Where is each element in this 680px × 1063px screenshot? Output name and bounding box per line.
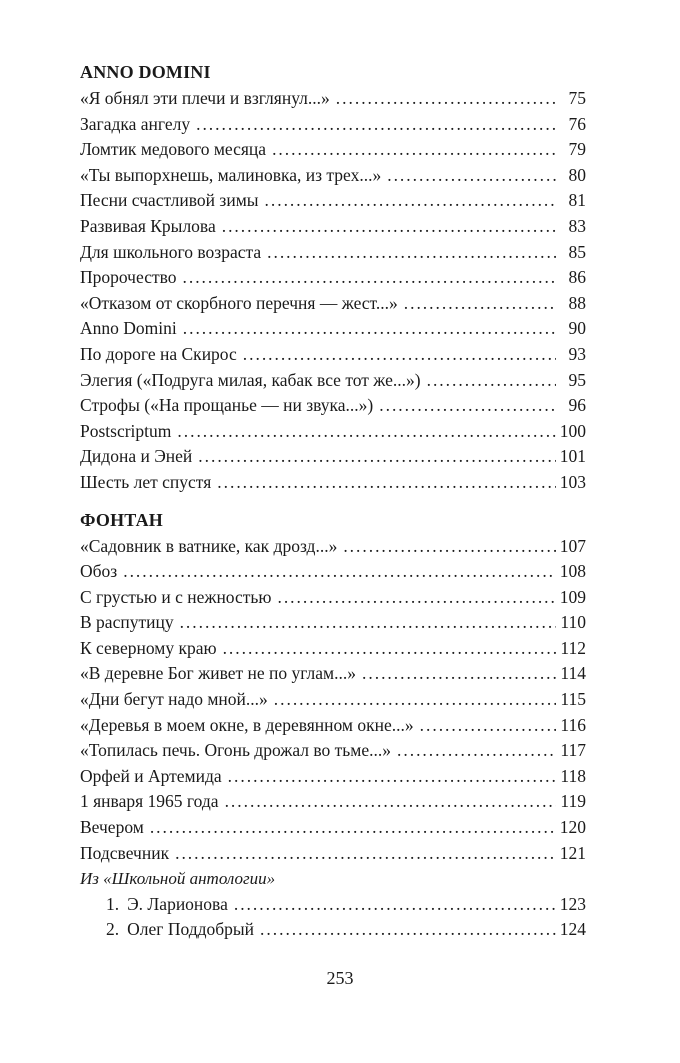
entry-page: 85: [568, 241, 586, 262]
leader-dots: [277, 585, 555, 611]
entry-page: 120: [559, 817, 586, 838]
entry-page: 96: [568, 395, 586, 416]
entry-title: Загадка ангелу: [80, 112, 196, 138]
leader-dots: [260, 917, 556, 943]
toc-entry: [80, 188, 586, 214]
entry-page: 124: [559, 919, 586, 940]
section-heading: ФОНТАН: [80, 509, 163, 530]
entry-title: С грустью и с нежностью: [80, 585, 277, 611]
entry-page: 101: [559, 446, 586, 467]
toc-entry: [80, 419, 586, 445]
toc-entry: [80, 368, 586, 394]
toc-entry: [80, 470, 586, 496]
toc-entry: [80, 393, 586, 419]
entry-page: 95: [568, 369, 586, 390]
entry-title: Дидона и Эней: [80, 444, 198, 470]
entry-page: 90: [568, 318, 586, 339]
entry-title: Шесть лет спустя: [80, 470, 217, 496]
entry-page: 83: [568, 215, 586, 236]
toc-entry: [80, 815, 586, 841]
leader-dots: [217, 470, 555, 496]
entry-title: Ломтик медового месяца: [80, 137, 272, 163]
toc-entry: [80, 534, 586, 560]
leader-dots: [225, 789, 556, 815]
toc-entry: [80, 789, 586, 815]
leader-dots: [362, 661, 556, 687]
entry-title: Элегия («Подруга милая, кабак все тот же...»): [80, 368, 427, 394]
entry-title: «В деревне Бог живет не по углам...»: [80, 661, 362, 687]
entry-page: 115: [560, 689, 586, 710]
entry-page: 112: [560, 637, 586, 658]
toc-entry: [80, 559, 586, 585]
subsection-entries: [80, 892, 586, 943]
entry-title: К северному краю: [80, 636, 223, 662]
entry-number: 2.: [106, 919, 120, 940]
leader-dots: [420, 713, 556, 739]
entry-page: 116: [560, 714, 586, 735]
leader-dots: [196, 112, 556, 138]
section-entries: [80, 534, 586, 867]
leader-dots: [274, 687, 556, 713]
entry-title: 1 января 1965 года: [80, 789, 225, 815]
leader-dots: [267, 240, 556, 266]
entry-title: Олег Поддобрый: [127, 917, 260, 943]
entry-title: Строфы («На прощанье — ни звука...»): [80, 393, 379, 419]
entry-title: В распутицу: [80, 610, 180, 636]
entry-page: 108: [559, 561, 586, 582]
leader-dots: [183, 265, 557, 291]
toc-entry: [80, 738, 586, 764]
toc-entry: [80, 316, 586, 342]
leader-dots: [343, 534, 555, 560]
entry-title: Орфей и Артемида: [80, 764, 228, 790]
entry-title: Postscriptum: [80, 419, 177, 445]
leader-dots: [404, 291, 556, 317]
entry-page: 80: [568, 164, 586, 185]
toc-entry: [80, 610, 586, 636]
toc-entry: [80, 892, 586, 918]
leader-dots: [387, 163, 556, 189]
leader-dots: [175, 841, 556, 867]
leader-dots: [272, 137, 556, 163]
entry-page: 117: [560, 740, 586, 761]
leader-dots: [397, 738, 556, 764]
entry-page: 75: [568, 88, 586, 108]
page-number: 253: [326, 968, 354, 988]
entry-title: «Топилась печь. Огонь дрожал во тьме...»: [80, 738, 397, 764]
entry-page: 110: [560, 612, 586, 633]
toc-entry: [80, 214, 586, 240]
toc-entry: [80, 444, 586, 470]
entry-page: 118: [560, 765, 586, 786]
entry-title: «Я обнял эти плечи и взглянул...»: [80, 86, 336, 112]
entry-number: 1.: [106, 893, 120, 914]
entry-title: Пророчество: [80, 265, 183, 291]
entry-title: Развивая Крылова: [80, 214, 222, 240]
toc-entry: [80, 112, 586, 138]
table-of-contents: [80, 60, 586, 943]
entry-title: По дороге на Скирос: [80, 342, 243, 368]
entry-title: Anno Domini: [80, 316, 183, 342]
toc-entry: [80, 342, 586, 368]
leader-dots: [336, 86, 556, 112]
leader-dots: [198, 444, 555, 470]
entry-title: Э. Ларионова: [127, 892, 234, 918]
section-heading: ANNO DOMINI: [80, 62, 211, 82]
leader-dots: [379, 393, 556, 419]
entry-title: Для школьного возраста: [80, 240, 267, 266]
toc-entry: [80, 713, 586, 739]
entry-title: «Дни бегут надо мной...»: [80, 687, 274, 713]
leader-dots: [150, 815, 556, 841]
leader-dots: [180, 610, 556, 636]
toc-entry: [80, 137, 586, 163]
leader-dots: [123, 559, 556, 585]
entry-page: 88: [568, 292, 586, 313]
entry-page: 76: [568, 113, 586, 134]
subsection-heading: Из «Школьной антологии»: [80, 869, 276, 889]
toc-entry: [80, 265, 586, 291]
entry-page: 93: [568, 343, 586, 364]
toc-entry: [80, 585, 586, 611]
toc-entry: [80, 86, 586, 112]
leader-dots: [243, 342, 556, 368]
entry-page: 86: [568, 267, 586, 288]
toc-entry: [80, 917, 586, 943]
entry-title: «Ты выпорхнешь, малиновка, из трех...»: [80, 163, 387, 189]
leader-dots: [183, 316, 556, 342]
entry-title: Вечером: [80, 815, 150, 841]
entry-page: 100: [559, 420, 586, 441]
entry-page: 121: [559, 842, 586, 863]
toc-entry: [80, 764, 586, 790]
entry-title: Подсвечник: [80, 841, 175, 867]
entry-page: 79: [568, 139, 586, 160]
toc-entry: [80, 841, 586, 867]
entry-page: 107: [559, 535, 586, 556]
toc-entry: [80, 636, 586, 662]
section-entries: [80, 86, 586, 496]
entry-title: «Садовник в ватнике, как дрозд...»: [80, 534, 343, 560]
toc-entry: [80, 687, 586, 713]
entry-page: 114: [560, 663, 586, 684]
entry-title: «Отказом от скорбного перечня — жест...»: [80, 291, 404, 317]
toc-entry: [80, 163, 586, 189]
leader-dots: [222, 214, 556, 240]
entry-page: 119: [560, 791, 586, 812]
toc-entry: [80, 240, 586, 266]
toc-entry: [80, 661, 586, 687]
entry-title: Обоз: [80, 559, 123, 585]
toc-entry: [80, 291, 586, 317]
entry-page: 109: [559, 586, 586, 607]
entry-title: «Деревья в моем окне, в деревянном окне...»: [80, 713, 420, 739]
entry-title: Песни счастливой зимы: [80, 188, 265, 214]
entry-page: 81: [568, 190, 586, 211]
leader-dots: [427, 368, 556, 394]
entry-page: 103: [559, 471, 586, 492]
leader-dots: [223, 636, 556, 662]
leader-dots: [228, 764, 556, 790]
leader-dots: [234, 892, 556, 918]
leader-dots: [265, 188, 556, 214]
leader-dots: [177, 419, 555, 445]
entry-page: 123: [559, 893, 586, 914]
